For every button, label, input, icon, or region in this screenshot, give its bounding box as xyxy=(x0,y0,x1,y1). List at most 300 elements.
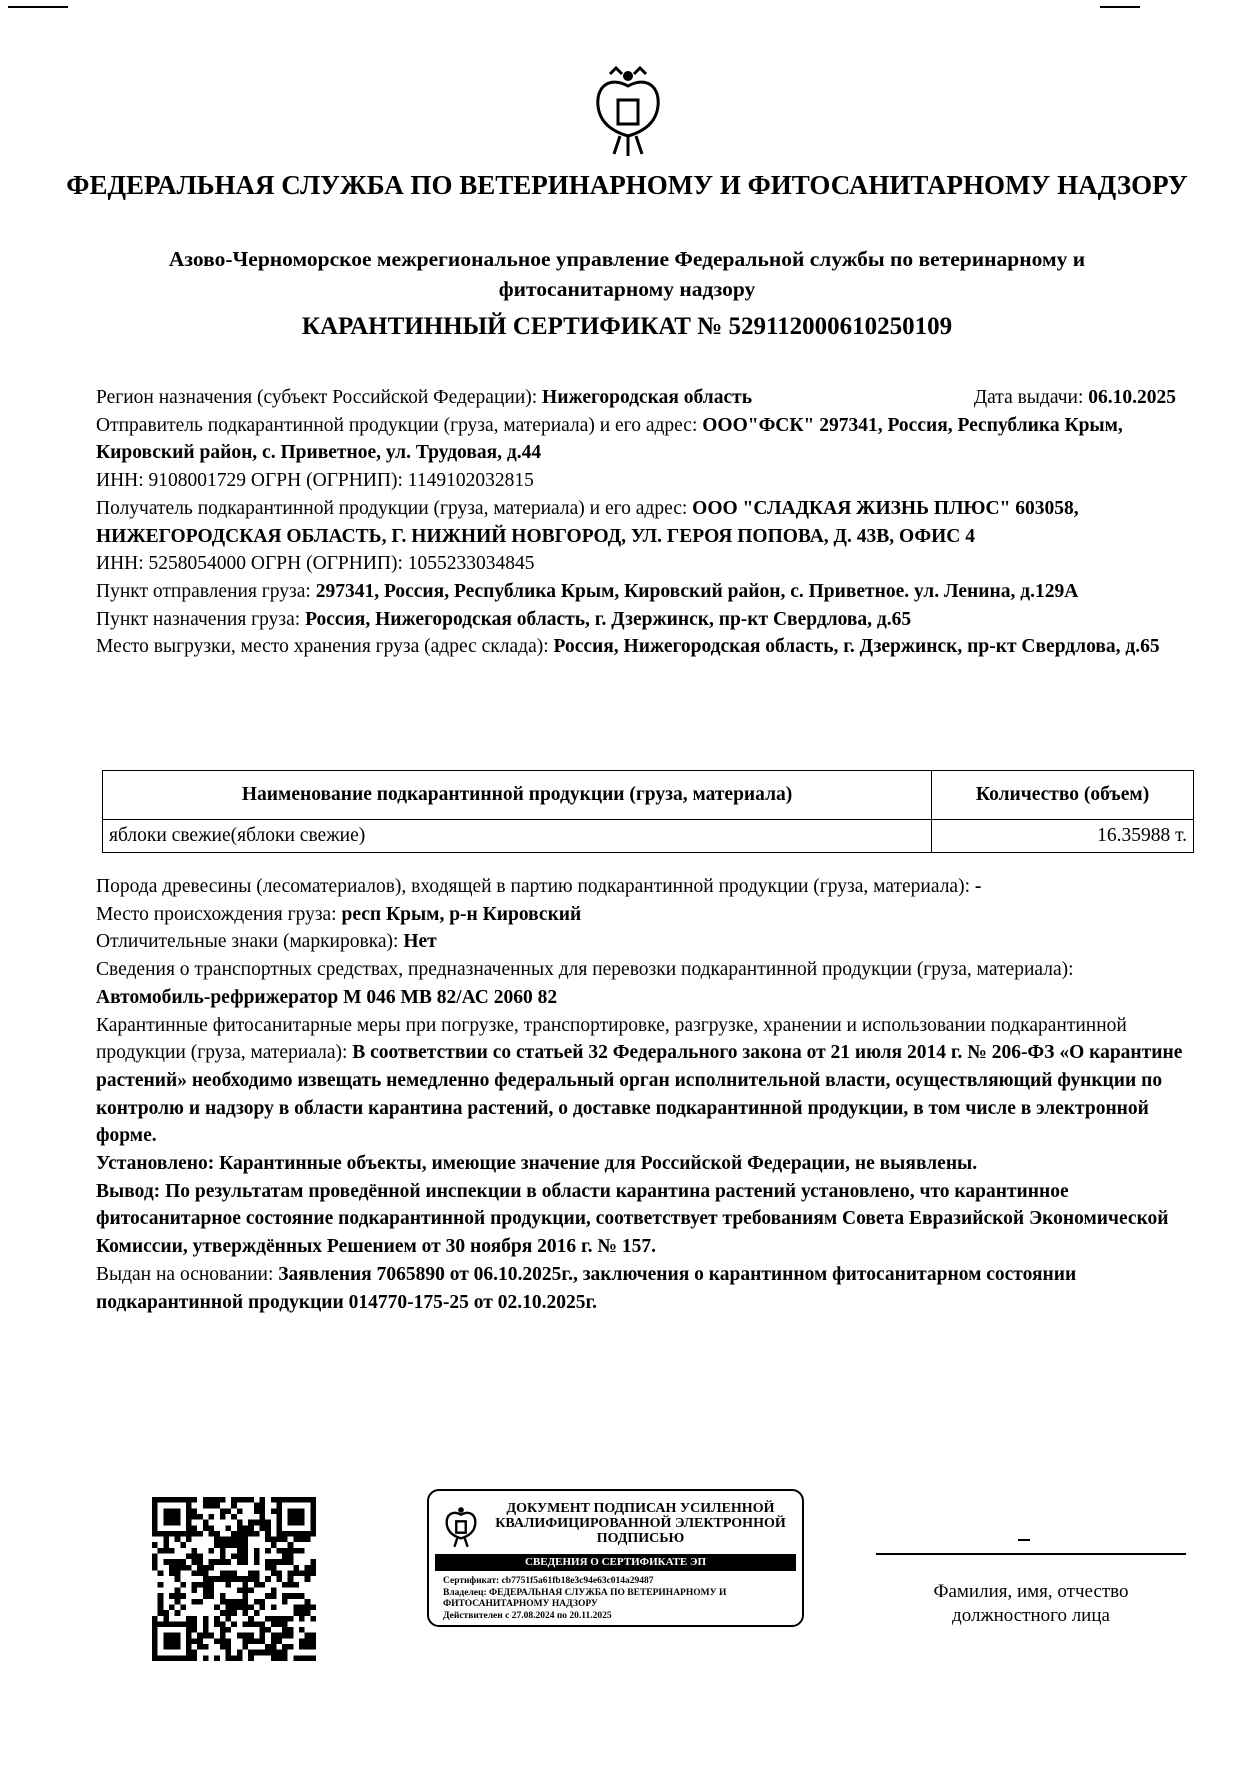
qr-module xyxy=(203,1621,209,1627)
qr-module xyxy=(293,1582,299,1588)
qr-module xyxy=(209,1503,215,1509)
qr-module xyxy=(175,1514,181,1520)
unloading-row xyxy=(96,633,1176,661)
qr-module xyxy=(220,1514,226,1520)
signature-line xyxy=(876,1553,1186,1555)
qr-module xyxy=(276,1520,282,1526)
qr-module xyxy=(288,1559,294,1565)
qr-module xyxy=(226,1650,232,1656)
qr-module xyxy=(152,1633,158,1639)
qr-module xyxy=(175,1497,181,1503)
stamp-info xyxy=(443,1576,796,1622)
qr-module xyxy=(169,1559,175,1565)
qr-module xyxy=(310,1644,316,1650)
qr-module xyxy=(259,1497,265,1503)
qr-module xyxy=(192,1514,198,1520)
qr-module xyxy=(276,1571,282,1577)
qr-module xyxy=(203,1633,209,1639)
qr-module xyxy=(192,1525,198,1531)
qr-module xyxy=(186,1537,192,1543)
qr-module xyxy=(265,1565,271,1571)
qr-module xyxy=(305,1638,311,1644)
qr-module xyxy=(288,1554,294,1560)
qr-module xyxy=(265,1520,271,1526)
qr-module xyxy=(203,1587,209,1593)
qr-module xyxy=(288,1576,294,1582)
qr-module xyxy=(152,1616,158,1622)
qr-module xyxy=(203,1571,209,1577)
conclusion-value: По результатам проведённой инспекции в области карантина растений установлено, что карантинное фитосанитарное состояние подкарантинной продукции, соответствует требованиям Совета Евразийской Экономической Комиссии, утверждённых Решением от 30 ноября 2016 г. № 157. xyxy=(96,1180,1169,1258)
marking-label: Отличительные знаки (маркировка): xyxy=(96,931,399,953)
qr-module xyxy=(186,1525,192,1531)
qr-module xyxy=(231,1554,237,1560)
qr-module xyxy=(282,1633,288,1639)
qr-module xyxy=(254,1599,260,1605)
scan-edge-line xyxy=(8,6,68,8)
qr-module xyxy=(276,1548,282,1554)
agency-title: ФЕДЕРАЛЬНАЯ СЛУЖБА ПО ВЕТЕРИНАРНОМУ И ФИТОСАНИТАРНОМУ НАДЗОРУ xyxy=(66,170,1188,200)
qr-module xyxy=(152,1559,158,1565)
qr-module xyxy=(299,1616,305,1622)
qr-module xyxy=(293,1593,299,1599)
qr-module xyxy=(259,1520,265,1526)
qr-module xyxy=(209,1525,215,1531)
coat-of-arms-emblem-icon xyxy=(590,66,666,158)
qr-module xyxy=(242,1633,248,1639)
qr-module xyxy=(175,1565,181,1571)
qr-module xyxy=(203,1520,209,1526)
qr-module xyxy=(310,1503,316,1509)
qr-module xyxy=(259,1621,265,1627)
qr-module xyxy=(310,1508,316,1514)
qr-module xyxy=(209,1582,215,1588)
qr-module xyxy=(209,1633,215,1639)
qr-module xyxy=(271,1655,277,1661)
qr-module xyxy=(242,1554,248,1560)
qr-module xyxy=(152,1650,158,1656)
qr-module xyxy=(282,1627,288,1633)
qr-module xyxy=(163,1508,169,1514)
qr-module xyxy=(163,1621,169,1627)
qr-module xyxy=(242,1621,248,1627)
qr-module xyxy=(293,1514,299,1520)
qr-module xyxy=(299,1497,305,1503)
qr-module xyxy=(186,1655,192,1661)
qr-module xyxy=(248,1616,254,1622)
qr-module xyxy=(163,1542,169,1548)
qr-module xyxy=(209,1514,215,1520)
qr-module xyxy=(175,1621,181,1627)
qr-module xyxy=(271,1638,277,1644)
qr-module xyxy=(231,1503,237,1509)
qr-module xyxy=(271,1571,277,1577)
qr-module xyxy=(169,1497,175,1503)
qr-module xyxy=(282,1537,288,1543)
qr-module xyxy=(203,1503,209,1509)
qr-module xyxy=(192,1497,198,1503)
qr-module xyxy=(310,1604,316,1610)
qr-module xyxy=(282,1531,288,1537)
qr-module xyxy=(186,1638,192,1644)
qr-module xyxy=(242,1542,248,1548)
qr-module xyxy=(169,1520,175,1526)
qr-module xyxy=(197,1599,203,1605)
qr-module xyxy=(259,1633,265,1639)
qr-module xyxy=(282,1599,288,1605)
qr-module xyxy=(282,1548,288,1554)
qr-module xyxy=(271,1542,277,1548)
basis-label: Выдан на основании: xyxy=(96,1263,274,1285)
qr-module xyxy=(203,1644,209,1650)
stamp-validity: Действителен с 27.08.2024 по 20.11.2025 xyxy=(443,1610,612,1621)
qr-module xyxy=(305,1610,311,1616)
qr-module xyxy=(254,1571,260,1577)
qr-module xyxy=(163,1548,169,1554)
qr-module xyxy=(192,1650,198,1656)
qr-module xyxy=(254,1610,260,1616)
qr-module xyxy=(169,1655,175,1661)
qr-module xyxy=(299,1531,305,1537)
qr-module xyxy=(169,1633,175,1639)
qr-module xyxy=(186,1565,192,1571)
qr-module xyxy=(310,1655,316,1661)
stamp-owner: Владелец: ФЕДЕРАЛЬНАЯ СЛУЖБА ПО ВЕТЕРИНАРНОМУ И ФИТОСАНИТАРНОМУ НАДЗОРУ xyxy=(443,1587,727,1609)
qr-module xyxy=(203,1565,209,1571)
qr-module xyxy=(248,1576,254,1582)
qr-module xyxy=(276,1537,282,1543)
qr-module xyxy=(192,1616,198,1622)
qr-module xyxy=(152,1514,158,1520)
qr-module xyxy=(203,1593,209,1599)
qr-module xyxy=(186,1514,192,1520)
qr-module xyxy=(163,1633,169,1639)
qr-module xyxy=(259,1514,265,1520)
qr-module xyxy=(203,1525,209,1531)
qr-module xyxy=(310,1525,316,1531)
qr-module xyxy=(293,1610,299,1616)
qr-module xyxy=(175,1571,181,1577)
qr-module xyxy=(175,1593,181,1599)
wood-label: Порода древесины (лесоматериалов), входящей в партию подкарантинной продукции (груза, материала): xyxy=(96,876,970,897)
qr-module xyxy=(158,1655,164,1661)
qr-module xyxy=(305,1565,311,1571)
qr-module xyxy=(271,1621,277,1627)
established-label: Установлено: xyxy=(96,1153,215,1175)
dispatch-value: 297341, Россия, Республика Крым, Кировский район, с. Приветное. ул. Ленина, д.129А xyxy=(315,580,1079,602)
qr-module xyxy=(203,1616,209,1622)
qr-module xyxy=(231,1542,237,1548)
qr-module xyxy=(226,1571,232,1577)
qr-module xyxy=(186,1633,192,1639)
qr-module xyxy=(197,1644,203,1650)
qr-module xyxy=(293,1571,299,1577)
qr-module xyxy=(203,1497,209,1503)
qr-module xyxy=(282,1582,288,1588)
qr-module xyxy=(299,1548,305,1554)
qr-module xyxy=(152,1531,158,1537)
basis-row xyxy=(96,1261,1186,1316)
qr-module xyxy=(220,1548,226,1554)
qr-module xyxy=(299,1627,305,1633)
qr-module xyxy=(214,1604,220,1610)
qr-module xyxy=(220,1638,226,1644)
qr-module xyxy=(209,1497,215,1503)
qr-module xyxy=(152,1497,158,1503)
qr-module xyxy=(237,1548,243,1554)
qr-module xyxy=(242,1497,248,1503)
qr-module xyxy=(158,1548,164,1554)
qr-module xyxy=(163,1655,169,1661)
qr-module xyxy=(265,1644,271,1650)
qr-module xyxy=(231,1537,237,1543)
qr-module xyxy=(265,1593,271,1599)
qr-module xyxy=(226,1582,232,1588)
qr-module xyxy=(237,1599,243,1605)
qr-module xyxy=(186,1520,192,1526)
qr-module xyxy=(299,1604,305,1610)
qr-module xyxy=(180,1497,186,1503)
qr-module xyxy=(163,1514,169,1520)
qr-module xyxy=(237,1508,243,1514)
qr-module xyxy=(152,1525,158,1531)
qr-module xyxy=(220,1559,226,1565)
region-value: Нижегородская область xyxy=(542,387,753,408)
qr-module xyxy=(175,1587,181,1593)
qr-module xyxy=(152,1638,158,1644)
qr-module xyxy=(231,1604,237,1610)
sender-ids: ИНН: 9108001729 ОГРН (ОГРНИП): 1149102032815 xyxy=(96,470,534,492)
qr-module xyxy=(169,1593,175,1599)
qr-module xyxy=(226,1644,232,1650)
qr-module xyxy=(220,1508,226,1514)
qr-module xyxy=(158,1604,164,1610)
qr-module xyxy=(226,1627,232,1633)
qr-module xyxy=(163,1531,169,1537)
qr-module xyxy=(248,1650,254,1656)
qr-module xyxy=(288,1593,294,1599)
qr-module xyxy=(220,1571,226,1577)
qr-module xyxy=(163,1638,169,1644)
qr-module xyxy=(214,1638,220,1644)
qr-module xyxy=(175,1508,181,1514)
qr-module xyxy=(214,1655,220,1661)
qr-module xyxy=(197,1531,203,1537)
qr-module xyxy=(248,1604,254,1610)
qr-module xyxy=(271,1593,277,1599)
qr-module xyxy=(209,1559,215,1565)
qr-module xyxy=(299,1610,305,1616)
region-row xyxy=(96,384,1176,412)
qr-module xyxy=(237,1633,243,1639)
qr-module xyxy=(197,1638,203,1644)
qr-module xyxy=(209,1548,215,1554)
qr-module xyxy=(293,1655,299,1661)
qr-module xyxy=(265,1537,271,1543)
qr-module xyxy=(259,1627,265,1633)
unloading-value: Россия, Нижегородская область, г. Дзержинск, пр-кт Свердлова, д.65 xyxy=(553,636,1160,658)
qr-module xyxy=(220,1610,226,1616)
qr-module xyxy=(175,1644,181,1650)
qr-module xyxy=(237,1587,243,1593)
qr-module xyxy=(237,1604,243,1610)
qr-module xyxy=(254,1531,260,1537)
qr-module xyxy=(169,1644,175,1650)
qr-module xyxy=(209,1593,215,1599)
qr-module xyxy=(226,1616,232,1622)
qr-module xyxy=(276,1655,282,1661)
qr-module xyxy=(226,1638,232,1644)
qr-module xyxy=(271,1508,277,1514)
qr-module xyxy=(305,1537,311,1543)
qr-module xyxy=(288,1542,294,1548)
qr-module xyxy=(220,1627,226,1633)
stamp-certificate-number: Сертификат: cb7751f5a61fb18e3c94e63c014a29487 xyxy=(443,1576,654,1586)
qr-module xyxy=(220,1554,226,1560)
qr-module xyxy=(248,1525,254,1531)
qr-module xyxy=(254,1576,260,1582)
qr-module xyxy=(158,1497,164,1503)
qr-module xyxy=(248,1497,254,1503)
qr-module xyxy=(231,1514,237,1520)
qr-module xyxy=(192,1587,198,1593)
qr-module xyxy=(259,1638,265,1644)
qr-module xyxy=(288,1644,294,1650)
qr-module xyxy=(271,1633,277,1639)
department-title: Азово-Черноморское межрегиональное управление Федеральной службы по ветеринарному и фитосанитарному надзору xyxy=(168,247,1086,301)
qr-module xyxy=(231,1655,237,1661)
sender-label: Отправитель подкарантинной продукции (груза, материала) и его адрес: xyxy=(96,414,698,436)
qr-module xyxy=(203,1576,209,1582)
qr-module xyxy=(276,1503,282,1509)
qr-module xyxy=(231,1621,237,1627)
qr-module xyxy=(265,1525,271,1531)
qr-module xyxy=(192,1548,198,1554)
qr-module xyxy=(288,1571,294,1577)
wood-row xyxy=(96,873,1186,901)
qr-module xyxy=(226,1559,232,1565)
destination-row xyxy=(96,606,1176,634)
qr-module xyxy=(248,1587,254,1593)
table-row xyxy=(103,820,1194,853)
qr-module xyxy=(152,1565,158,1571)
qr-module xyxy=(220,1621,226,1627)
qr-module xyxy=(180,1655,186,1661)
qr-module xyxy=(220,1633,226,1639)
qr-module xyxy=(271,1537,277,1543)
qr-module xyxy=(242,1525,248,1531)
qr-module xyxy=(299,1571,305,1577)
qr-module xyxy=(152,1644,158,1650)
qr-module xyxy=(310,1633,316,1639)
qr-module xyxy=(209,1576,215,1582)
qr-module xyxy=(305,1576,311,1582)
qr-module xyxy=(226,1508,232,1514)
qr-module xyxy=(197,1571,203,1577)
qr-module xyxy=(248,1638,254,1644)
qr-module xyxy=(282,1655,288,1661)
qr-module xyxy=(175,1633,181,1639)
qr-module xyxy=(169,1514,175,1520)
qr-module xyxy=(158,1621,164,1627)
scan-edge-line xyxy=(1100,6,1140,8)
transport-label: Сведения о транспортных средствах, предназначенных для перевозки подкарантинной продукции (груза, материала): xyxy=(96,959,1074,981)
qr-module xyxy=(226,1537,232,1543)
qr-module xyxy=(175,1610,181,1616)
qr-module xyxy=(186,1621,192,1627)
qr-module xyxy=(226,1525,232,1531)
qr-module xyxy=(175,1537,181,1543)
qr-module xyxy=(163,1497,169,1503)
qr-module xyxy=(271,1604,277,1610)
qr-module xyxy=(169,1548,175,1554)
qr-module xyxy=(152,1655,158,1661)
qr-module xyxy=(305,1599,311,1605)
qr-module xyxy=(214,1616,220,1622)
qr-module xyxy=(299,1537,305,1543)
official-name-value xyxy=(1018,1539,1030,1541)
qr-module xyxy=(186,1616,192,1622)
qr-module xyxy=(180,1593,186,1599)
qr-module xyxy=(288,1627,294,1633)
qr-module xyxy=(293,1565,299,1571)
qr-module xyxy=(180,1582,186,1588)
qr-module xyxy=(282,1554,288,1560)
qr-module xyxy=(158,1571,164,1577)
qr-module xyxy=(248,1520,254,1526)
qr-module xyxy=(242,1599,248,1605)
qr-module xyxy=(242,1638,248,1644)
qr-module xyxy=(169,1604,175,1610)
qr-module xyxy=(288,1616,294,1622)
qr-module xyxy=(186,1508,192,1514)
qr-module xyxy=(180,1531,186,1537)
qr-module xyxy=(248,1621,254,1627)
qr-module xyxy=(242,1537,248,1543)
qr-module xyxy=(259,1582,265,1588)
qr-module xyxy=(259,1650,265,1656)
quantity-cell: 16.35988 т. xyxy=(932,820,1194,853)
qr-module xyxy=(282,1650,288,1656)
receiver-label: Получатель подкарантинной продукции (груза, материала) и его адрес: xyxy=(96,497,688,519)
date-label: Дата выдачи: xyxy=(973,387,1084,408)
qr-module xyxy=(276,1576,282,1582)
qr-module xyxy=(214,1576,220,1582)
qr-module xyxy=(220,1576,226,1582)
qr-module xyxy=(288,1531,294,1537)
receiver-row xyxy=(96,495,1176,550)
qr-module xyxy=(248,1655,254,1661)
qr-module xyxy=(276,1559,282,1565)
qr-module xyxy=(254,1554,260,1560)
qr-module xyxy=(254,1582,260,1588)
qr-module xyxy=(276,1616,282,1622)
qr-module xyxy=(152,1503,158,1509)
qr-module xyxy=(288,1514,294,1520)
column-header-product: Наименование подкарантинной продукции (груза, материала) xyxy=(103,771,932,820)
qr-module xyxy=(293,1508,299,1514)
qr-module xyxy=(265,1548,271,1554)
qr-module xyxy=(293,1604,299,1610)
qr-module xyxy=(192,1559,198,1565)
qr-module xyxy=(254,1559,260,1565)
qr-module xyxy=(242,1593,248,1599)
qr-module xyxy=(276,1531,282,1537)
qr-module xyxy=(226,1576,232,1582)
qr-module xyxy=(265,1650,271,1656)
qr-module xyxy=(214,1542,220,1548)
qr-module xyxy=(242,1582,248,1588)
qr-module xyxy=(237,1497,243,1503)
